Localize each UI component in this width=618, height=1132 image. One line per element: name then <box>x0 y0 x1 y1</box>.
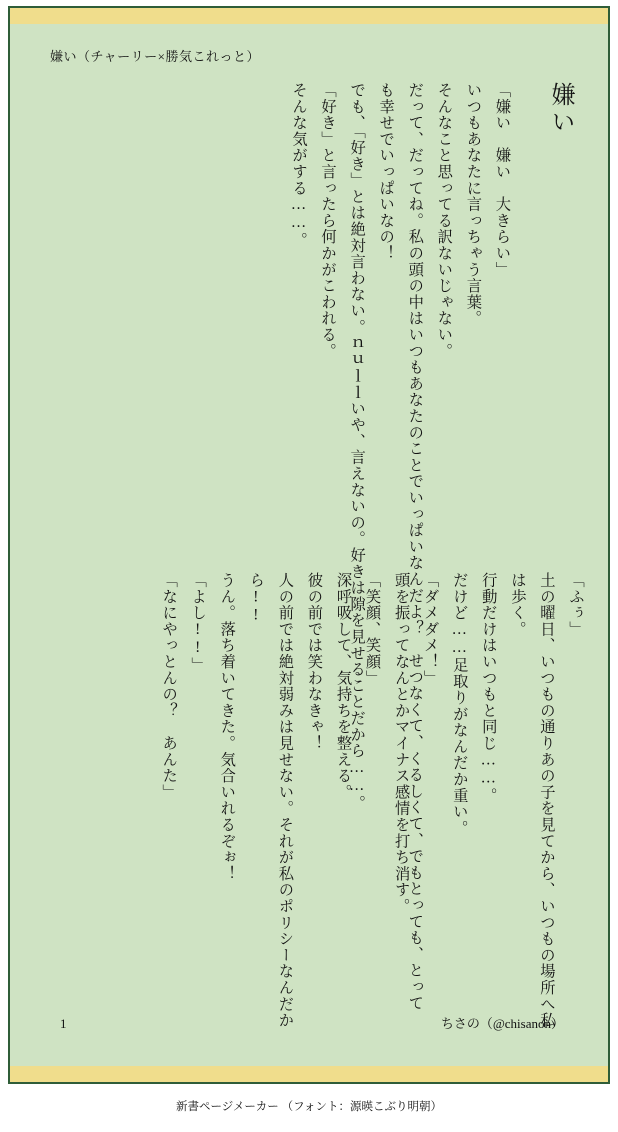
page-number: 1 <box>60 1016 67 1031</box>
paragraph: そんな気がする……。 <box>289 82 307 249</box>
page-sheet <box>8 6 610 1084</box>
paragraph: 「笑顔、笑顔」 <box>363 572 381 687</box>
paragraph: 頭を振ってなんとかマイナス感情を打ち消す。 <box>392 572 410 915</box>
top-band <box>10 8 608 24</box>
author-credit: ちさの（@chisanon） <box>440 1016 564 1031</box>
paragraph: 彼の前では笑わなきゃ！ <box>305 572 323 752</box>
bottom-band <box>10 1066 608 1082</box>
story-title: 嫌い <box>547 82 573 136</box>
paragraph: うん。落ち着いてきた。気合いれるぞぉ！ <box>218 572 236 882</box>
paragraph: そんなこと思ってる訳ないじゃない。 <box>435 82 453 360</box>
paragraph: 人の前では絶対弱みは見せない。それが私のポリシーなんだから!! <box>247 572 294 1029</box>
paragraph: 土の曜日、いつもの通りあの子を見てから、いつもの場所へ私は歩く。 <box>508 572 555 1029</box>
generator-caption: 新書ページメーカー （フォント：源暎こぶり明朝） <box>176 1101 442 1113</box>
paragraph: 「好き」と言ったら何かがこわれる。 <box>319 82 337 360</box>
paragraph: 「ふぅ」 <box>567 572 584 638</box>
paragraph: 「嫌い 嫌い 大きらい」 <box>493 82 511 278</box>
paragraph: 行動だけはいつもと同じ……。 <box>479 572 497 804</box>
paragraph: いつもあなたに言っちゃう言葉。 <box>464 82 482 327</box>
paragraph: 深呼吸して、気持ちを整える。 <box>334 572 352 801</box>
vertical-text-lower-block <box>160 572 590 1032</box>
paragraph: だけど……足取りがなんだか重い。 <box>450 572 468 837</box>
paper-area <box>10 24 608 1066</box>
paragraph: 「よし!!」 <box>189 572 207 674</box>
paragraph: でも、「好き」とは絶対言わない。ｎｕｌｌいや、言えないの。好きは隙を見せることだから……。 <box>348 82 366 812</box>
paragraph: だって、だってね。私の頭の中はいつもあなたのことでいっぱいなんだよ？ せつなくて、くるしくて、でもとっても、とっても幸せでいっぱいなの！ <box>377 82 424 1012</box>
paragraph: 「なにやっとんの？ あんた」 <box>160 572 178 801</box>
paragraph: 「ダメダメ！」 <box>421 572 439 687</box>
document-header-title: 嫌い（チャーリー×勝気これっと） <box>50 49 260 64</box>
